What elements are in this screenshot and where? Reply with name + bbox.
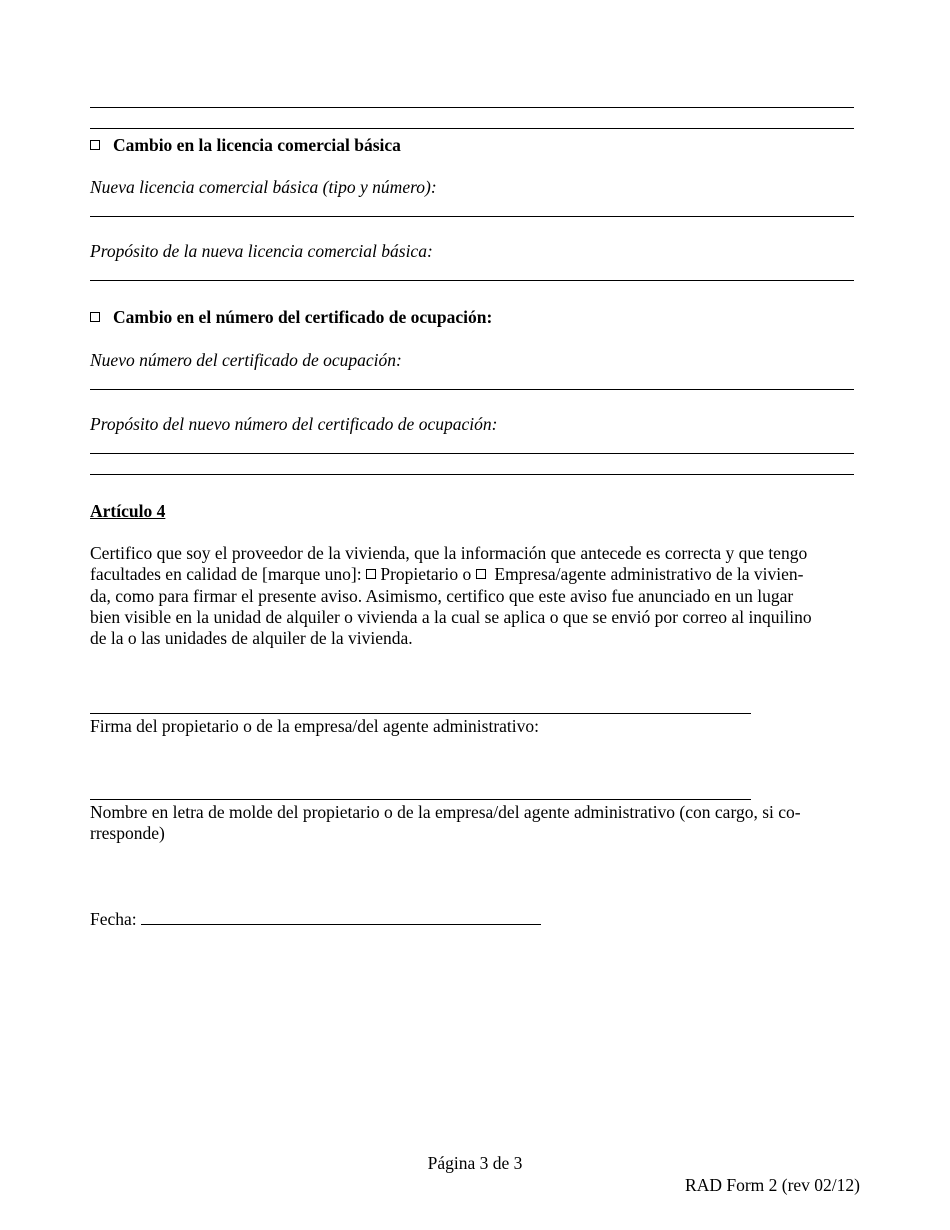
checkbox-owner[interactable] [366, 569, 376, 579]
paragraph-text: Empresa/agente administrativo de la vivien- [494, 564, 804, 585]
section-heading-text: Cambio en el número del certificado de ocupación: [113, 307, 493, 327]
section-heading-basic-license [90, 135, 401, 156]
license-purpose-field[interactable] [90, 280, 854, 281]
certification-paragraph [90, 543, 860, 649]
new-occupancy-number-label: Nuevo número del certificado de ocupación: [90, 350, 402, 370]
printed-name-field[interactable] [90, 799, 751, 800]
paragraph-text: facultades en calidad de [marque uno]: [90, 564, 362, 585]
paragraph-text: Propietario o [380, 564, 472, 585]
occupancy-purpose-label: Propósito del nuevo número del certificado de ocupación: [90, 414, 498, 434]
occupancy-purpose-field[interactable] [90, 453, 854, 454]
signature-field[interactable] [90, 713, 751, 714]
paragraph-line [90, 564, 860, 585]
date-label: Fecha: [90, 909, 137, 929]
printed-name-label-line: rresponde) [90, 823, 165, 843]
article-title: Artículo 4 [90, 501, 166, 521]
occupancy-purpose-field-2[interactable] [90, 474, 854, 475]
paragraph-line: Certifico que soy el proveedor de la vivienda, que la información que antecede es correcta y que tengo [90, 543, 808, 563]
paragraph-line: bien visible en la unidad de alquiler o vivienda a la cual se aplica o que se envió por correo al inquilino [90, 606, 812, 627]
new-license-field[interactable] [90, 216, 854, 217]
date-row [90, 909, 541, 930]
page-number: Página 3 de 3 [427, 1153, 523, 1173]
section-heading-occupancy [90, 307, 492, 328]
new-license-label: Nueva licencia comercial básica (tipo y número): [90, 177, 437, 197]
signature-label: Firma del propietario o de la empresa/del agente administrativo: [90, 716, 540, 736]
license-purpose-label: Propósito de la nueva licencia comercial básica: [90, 241, 433, 261]
blank-line[interactable] [90, 128, 854, 129]
section-heading-text: Cambio en la licencia comercial básica [113, 135, 401, 155]
paragraph-line: de la o las unidades de alquiler de la vivienda. [90, 628, 413, 649]
checkbox-occupancy[interactable] [90, 312, 100, 322]
blank-line[interactable] [90, 107, 854, 108]
checkbox-basic-license[interactable] [90, 140, 100, 150]
new-occupancy-number-field[interactable] [90, 389, 854, 390]
printed-name-label [90, 802, 801, 844]
checkbox-management-agent[interactable] [476, 569, 486, 579]
form-identifier: RAD Form 2 (rev 02/12) [685, 1175, 860, 1195]
paragraph-line: da, como para firmar el presente aviso. Asimismo, certifico que este aviso fue anunciado en un lugar [90, 585, 794, 606]
date-field[interactable] [141, 909, 541, 925]
printed-name-label-line: Nombre en letra de molde del propietario o de la empresa/del agente administrativo (con cargo, si co- [90, 802, 801, 822]
